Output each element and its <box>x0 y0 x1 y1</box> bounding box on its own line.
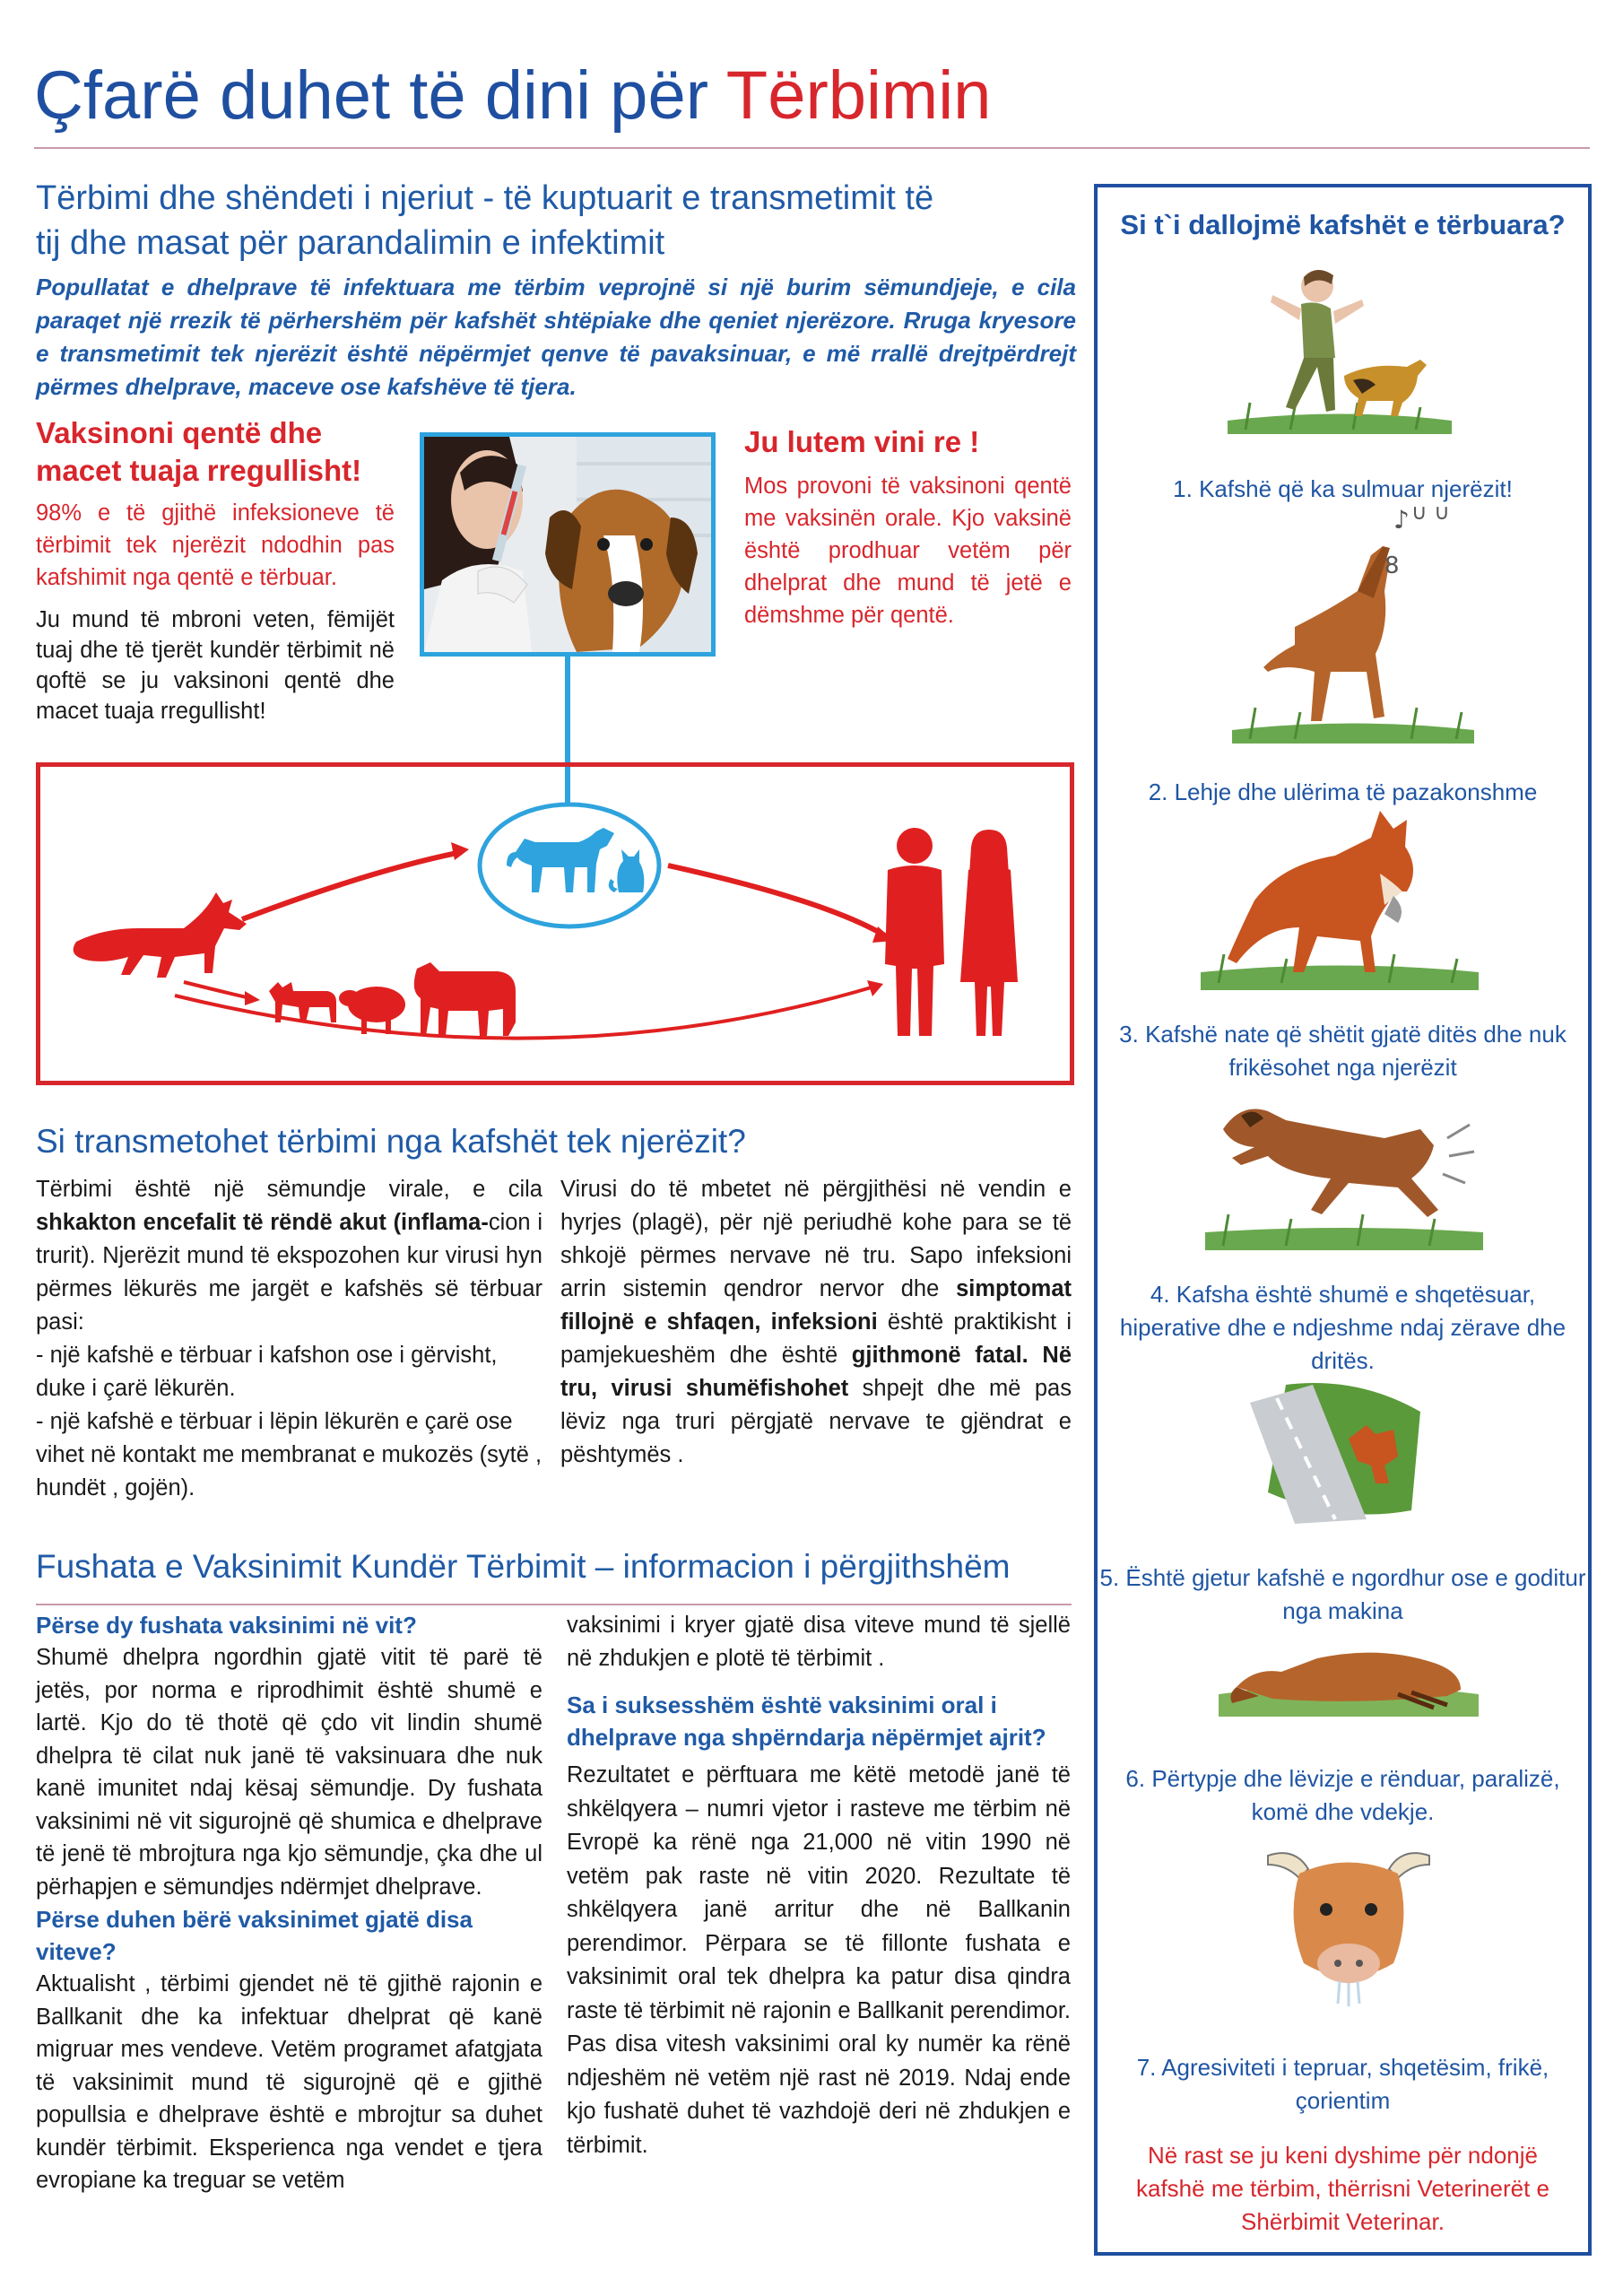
cow-icon <box>414 962 516 1036</box>
faq-answer-1: Shumë dhelpra ngordhin gjatë vitit të parë të jetës, por norma e riprodhimit është shumë e lartë. Kjo do të thotë që çdo vit lindin shumë dhelpra të cilat nuk janë të vaksinuara dhe nuk kanë imunitet ndaj kësaj sëmundje. Dy fushata vaksinimi në vit sigurojnë që shumica e dhelprave të jenë të mbrojtura nga kjo sëmundje, çka dhe ul përhapjen e sëmundjes ndërmjet dhelprave. <box>36 1645 542 1900</box>
man-icon <box>885 828 944 1036</box>
svg-text:♪: ♪ <box>1393 505 1410 535</box>
col1-text-c: cion i trurit). Njerëzit mund të ekspozohen kur virusi hyn përmes lëkurës me jargët e kafshës së tërbuar pasi: <box>36 1210 542 1335</box>
sign-5: 5. Është gjetur kafshë e ngordhur ose e goditur nga makina <box>1099 1564 1586 1624</box>
section2-column-right <box>560 1173 1072 1472</box>
section3-column-left <box>36 1609 542 2197</box>
section2-heading: Si transmetohet tërbimi nga kafshët tek njerëzit? <box>36 1123 746 1160</box>
transmission-diagram-svg <box>40 767 1070 1081</box>
notice-heading: Ju lutem vini re ! <box>744 425 980 458</box>
sign-1: 1. Kafshë që ka sulmuar njerëzit! <box>1173 475 1513 502</box>
attack-illustration <box>1219 259 1461 439</box>
col2-text-e: shpejt dhe më pas lëviz nga truri përgjatë nervave te gjëndrat e pështymës . <box>560 1376 1072 1467</box>
agitated-dog-illustration <box>1205 1075 1483 1255</box>
rabid-signs-sidebar <box>1094 184 1592 2256</box>
vaccinate-heading: Vaksinoni qentë dhe macet tuaja rregullisht! <box>36 416 362 487</box>
sign-2: 2. Lehje dhe ulërima të pazakonshme <box>1148 778 1538 805</box>
sign-7: 7. Agresiviteti i tepruar, shqetësim, frikë, çorientim <box>1136 2054 1549 2114</box>
arrow-pets-humans <box>668 865 888 937</box>
faq-question-3: Sa i suksesshëm është vaksinimi oral i dhelprave nga shpërndarja nëpërmjet ajrit? <box>567 1692 1046 1751</box>
arrow-head-3 <box>245 991 260 1005</box>
notice-text: Mos provoni të vaksinoni qentë me vaksinën orale. Kjo vaksinë është prodhuar vetëm për dhelprat dhe mund të jetë e dëmshme për qentë. <box>744 474 1072 628</box>
vet-dog-illustration <box>424 437 711 652</box>
vaccination-photo <box>420 432 716 657</box>
svg-text:∪ ∪: ∪ ∪ <box>1411 500 1450 525</box>
section1-heading-line2: tij dhe masat për parandalimin e infektimit <box>36 224 665 262</box>
col1-text-bold: shkakton encefalit të rëndë akut (inflama- <box>36 1210 489 1235</box>
sidebar-warning: Në rast se ju keni dyshime për ndonjë kafshë me tërbim, thërrisni Veterinerët e Shërbimit Veterinar. <box>1136 2142 1549 2235</box>
faq-question-2: Përse duhen bërë vaksinimet gjatë disa viteve? <box>36 1906 473 1965</box>
section1-intro: Popullatat e dhelprave të infektuara me tërbim veprojnë si një burim sëmundjeje, e cila paraqet një rrezik të përhershëm për kafshët shtëpiake dhe qeniet njerëzore. Rruga kryesore e transmetimit tek njerëzit është nëpërmjet qenve të pavaksinuar, e më rrallë drejtpërdrejt përmes dhelprave, maceve ose kafshëve të tjera. <box>36 274 1076 400</box>
section1-heading-line1: Tërbimi dhe shëndeti i njeriut - të kuptuarit e transmetimit të <box>36 179 934 217</box>
vaccinate-red-text: 98% e të gjithë infeksioneve të tërbimit tek njerëzit ndodhin pas kafshimit nga qentë e tërbuar. <box>36 500 395 590</box>
sign-4: 4. Kafsha është shumë e shqetësuar, hiperative dhe e ndjeshme ndaj zërave dhe dritës. <box>1119 1281 1567 1374</box>
sidebar-heading: Si t`i dallojmë kafshët e tërbuara? <box>1120 209 1566 240</box>
col2-text-c: është praktikisht i pamjekueshëm dhe është <box>560 1309 1072 1368</box>
section-transmission-intro <box>36 176 1076 404</box>
faq-question-1: Përse dy fushata vaksinimi në vit? <box>36 1612 417 1639</box>
col2-text-bold-1: simptomat fillojnë e shfaqen, infeksioni <box>560 1276 1072 1335</box>
arrow-fox-pets <box>242 852 462 919</box>
col2-text-a: Virusi do të mbetet në përgjithësi në vendin e hyrjes (plagë), për një periudhë kohe para se të shkojë përmes nervave në tru. Sapo infeksioni arrin sistemin qendror nervor dhe <box>560 1177 1072 1301</box>
howling-dog-illustration <box>1232 492 1474 744</box>
faq-answer-3: Rezultatet e përftuara me këtë metodë janë të shkëlqyera – numri vjetor i rasteve me tërbim në Evropë ka rënë nga 21,000 në vitin 1990 në vetëm pak raste në vitin 2020. Rezultate të shkëlqyera janë arritur dhe në Ballkanin perendimor. Përpara se të fillonte fushata e vaksinimit oral tek dhelpra ka patur disa qindra raste të tërbimit në rajonin e Ballkanit perendimor. Pas disa vitesh vaksinimi oral ky numër ka rënë ndjeshëm në vetëm një rast në 2019. Ndaj ende kjo fushatë duhet të vazhdojë deri në zhdukjen e tërbimit. <box>567 1762 1071 2158</box>
section2-column-left <box>36 1173 542 1505</box>
woman-icon <box>960 830 1018 1036</box>
page-title <box>34 56 991 136</box>
sign-3: 3. Kafshë nate që shëtit gjatë ditës dhe nuk frikësohet nga njerëzit <box>1119 1021 1567 1081</box>
sign-6: 6. Përtypje dhe lëvizje e rënduar, paralizë, komë dhe vdekje. <box>1125 1765 1560 1825</box>
transmission-diagram <box>36 762 1074 1085</box>
vaccinate-black-text: Ju mund të mbroni veten, fëmijët tuaj dhe të tjerët kundër tërbimit në qoftë se ju vaksinoni qentë dhe macet tuaja rregullisht! <box>36 607 395 724</box>
title-prefix: Çfarë duhet të dini për <box>34 57 726 134</box>
arrow-fox-livestock <box>184 982 251 998</box>
col1-text-a: Tërbimi është një sëmundje virale, e cila <box>36 1177 542 1202</box>
vaccinate-box <box>36 414 395 726</box>
section3-divider <box>36 1604 1072 1605</box>
col2-text-bold-2: gjithmonë fatal. Në tru, virusi shumëfishohet <box>560 1343 1072 1401</box>
col1-bullet-1: - një kafshë e tërbuar i kafshon ose i gërvisht, duke i çarë lëkurën. <box>36 1343 498 1401</box>
title-divider <box>34 147 1590 149</box>
title-highlight: Tërbimin <box>725 57 992 134</box>
aggressive-cow-illustration <box>1259 1829 1438 2008</box>
fox-icon <box>74 892 247 978</box>
goat-icon <box>269 982 336 1022</box>
paralysis-illustration <box>1219 1622 1479 1721</box>
section3-heading: Fushata e Vaksinimit Kundër Tërbimit – informacion i përgjithshëm <box>36 1548 1011 1585</box>
faq-answer-2: Aktualisht , tërbimi gjendet në të gjithë rajonin e Ballkanit dhe ka infektuar dhelprat që kanë migruar mes vendeve. Vetëm programet afatgjata të vaksinimit mund të sigurojnë që e gjithë popullsia e dhelprave është e mbrojtur sa duhet kundër tërbimit. Eksperienca nga vendet e tjera evropiane ka treguar se vetëm <box>36 1971 542 2193</box>
fox-daytime-illustration <box>1201 793 1479 990</box>
faq-answer-2-continued: vaksinimi i kryer gjatë disa viteve mund të sjellë në zhdukjen e plotë të tërbimit . <box>567 1613 1071 1671</box>
col1-bullet-2: - një kafshë e tërbuar i lëpin lëkurën e çarë ose vihet në kontakt me membranat e mukozës (sytë , hundët , gojën). <box>36 1409 542 1500</box>
road-accident-illustration <box>1250 1376 1429 1524</box>
svg-text:8: 8 <box>1384 552 1400 579</box>
notice-box <box>744 423 1072 631</box>
section3-column-right <box>567 1609 1071 2162</box>
arrow-head-1 <box>451 842 469 860</box>
